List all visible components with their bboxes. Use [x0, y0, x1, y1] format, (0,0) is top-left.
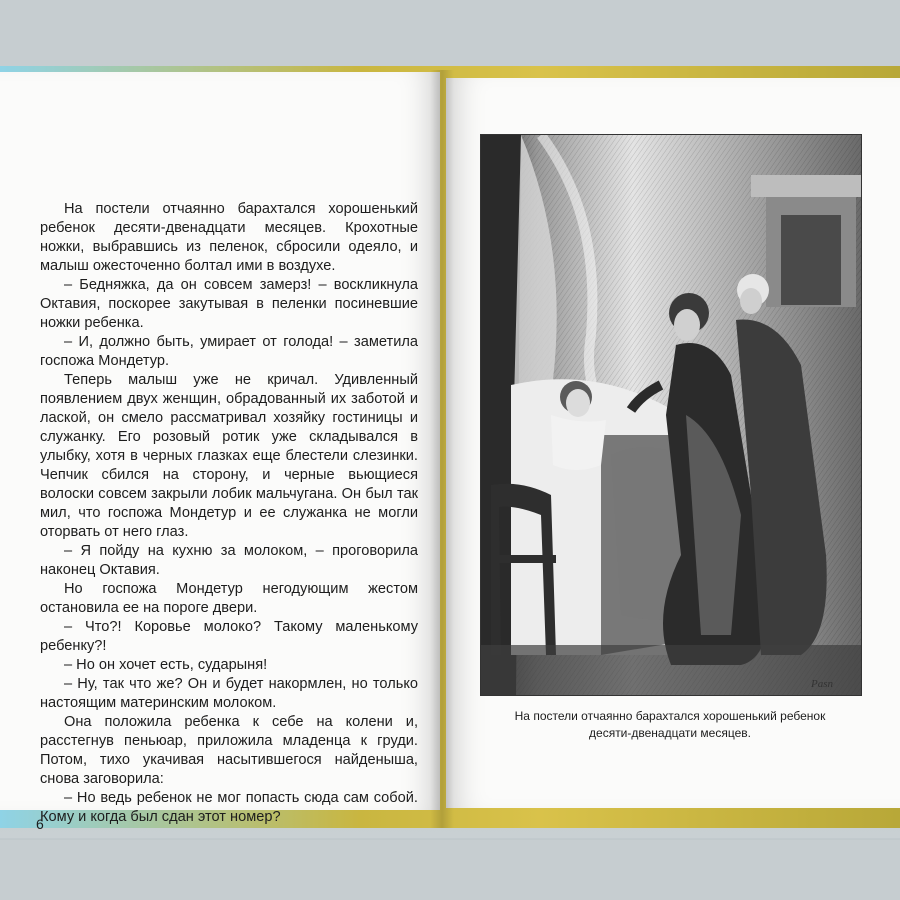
left-page — [0, 72, 440, 832]
paragraph: – Я пойду на кухню за молоком, – проговорила наконец Октавия. — [40, 543, 418, 578]
paragraph: – Бедняжка, да он совсем замерз! – воскликнула Октавия, поскорее закутывая в пеленки посиневшие ножки ребенка. — [40, 277, 418, 331]
caption-line: десяти-двенадцати месяцев. — [589, 726, 751, 740]
text-block — [40, 200, 418, 827]
paragraph: – Что?! Коровье молоко? Такому маленькому ребенку?! — [40, 619, 418, 654]
paragraph: Она положила ребенка к себе на колени и, расстегнув пеньюар, приложила младенца к груди. Потом, тихо укачивая насытившегося найденыша, снова заговорила: — [40, 714, 418, 787]
paragraph: – И, должно быть, умирает от голода! – заметила госпожа Мондетур. — [40, 334, 418, 369]
paragraph: – Ну, так что же? Он и будет накормлен, но только настоящим материнским молоком. — [40, 676, 418, 711]
paragraph: Но госпожа Мондетур негодующим жестом остановила ее на пороге двери. — [40, 581, 418, 616]
engraving-signature: Pasn — [811, 678, 833, 690]
caption-line: На постели отчаянно барахтался хорошенький ребенок — [514, 709, 826, 723]
engraving-image — [481, 135, 861, 695]
paragraph: Теперь малыш уже не кричал. Удивленный появлением двух женщин, обрадованный их заботой и лаской, он смело рассматривал хозяйку гостиницы и служанку. Его розовый ротик уже складывался в улыбку, хотя в черных глазках еще блестели слезинки. Чепчик сбился на сторону, и черные вьющиеся волоски совсем закрыли лобик мальчугана. Он был так мил, что госпожа Мондетур и ее служанка не могли оторвать от него глаз. — [40, 372, 418, 540]
engraving-illustration — [480, 134, 862, 696]
book-gutter — [430, 70, 454, 828]
paragraph: На постели отчаянно барахтался хорошенький ребенок десяти-двенадцати месяцев. Крохотные ножки, выбравшись из пеленок, сбросили одеяло, и малыш ожесточенно болтал ими в воздухе. — [40, 201, 418, 274]
paragraph: – Но он хочет есть, сударыня! — [64, 657, 268, 673]
illustration-caption — [484, 708, 856, 742]
paragraph: – Но ведь ребенок не мог попасть сюда сам собой. Кому и когда был сдан этот номер? — [40, 790, 418, 825]
page-number: 6 — [36, 816, 44, 832]
